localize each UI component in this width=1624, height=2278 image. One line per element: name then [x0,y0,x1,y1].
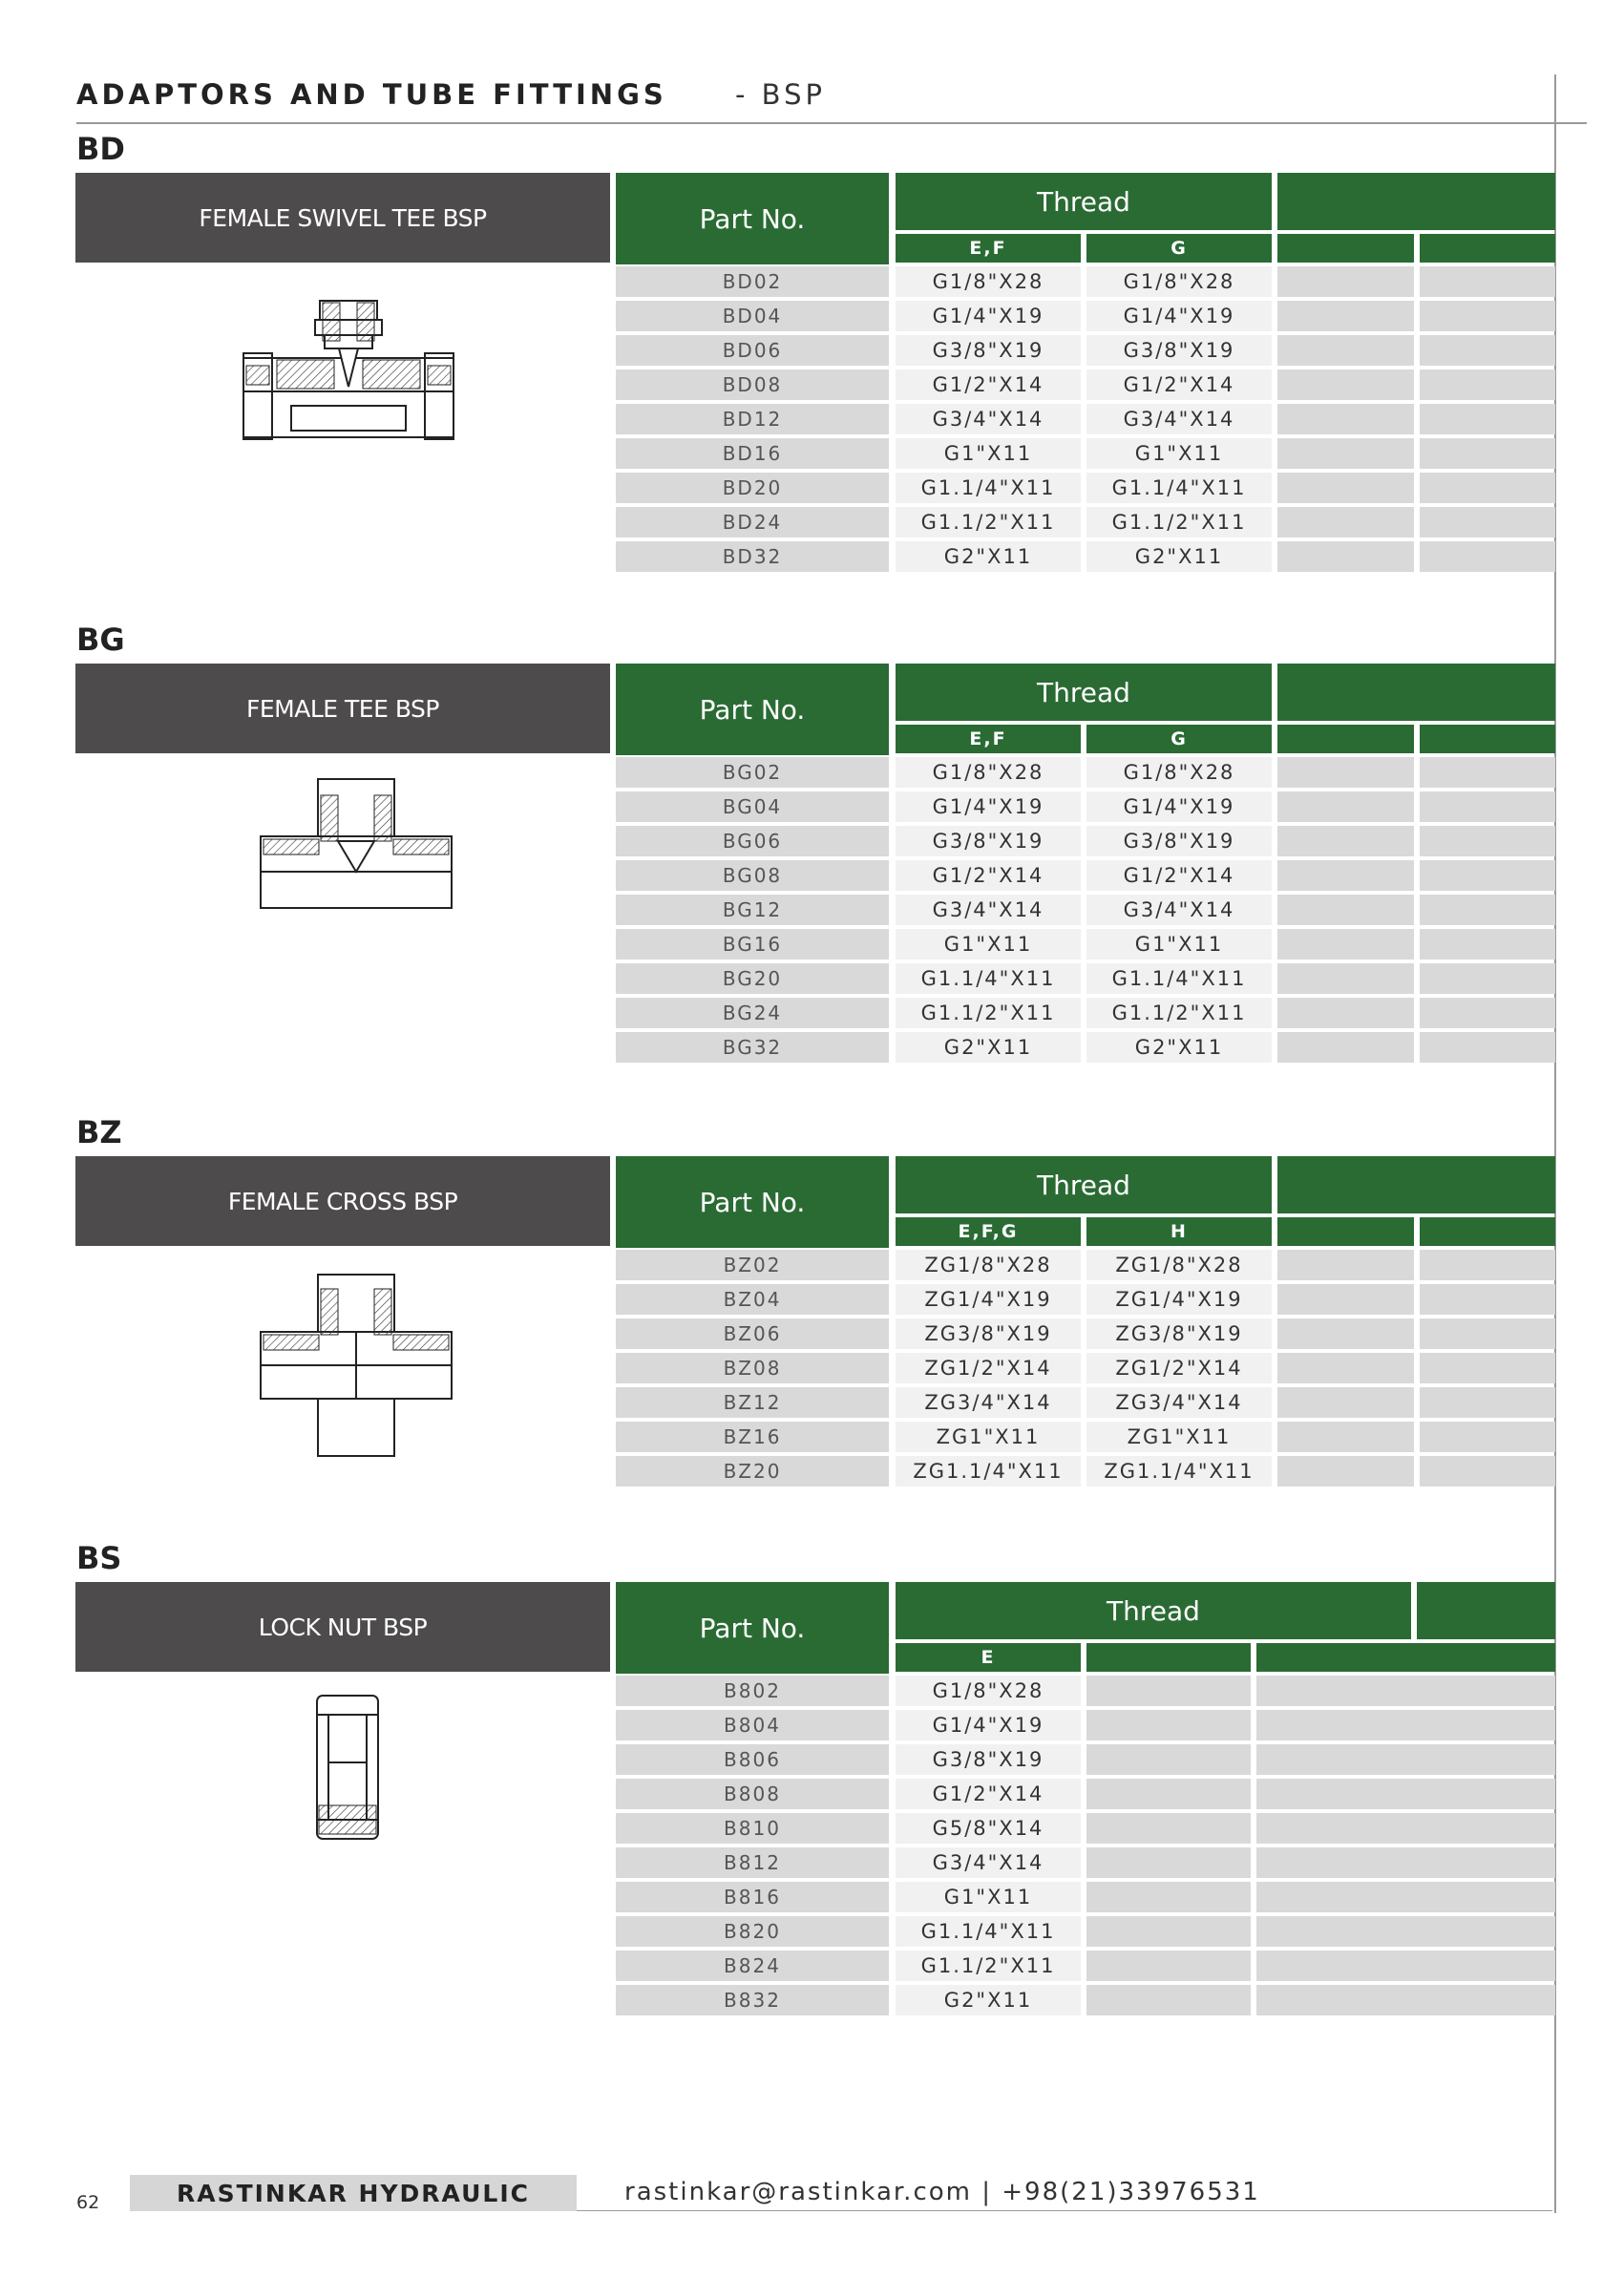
thread-subheader: E,F [896,234,1081,263]
empty-cell [1277,507,1414,538]
thread-subheader: E,F,G [896,1217,1081,1246]
empty-cell [1277,826,1414,856]
thread-value-cell: ZG1"X11 [896,1422,1081,1452]
empty-cell [1256,1813,1555,1844]
empty-cell [1086,1916,1251,1947]
empty-cell [1420,301,1555,331]
empty-cell [1420,1284,1555,1315]
thread-value-cell: ZG1"X11 [1086,1422,1272,1452]
thread-value-cell: G1.1/2"X11 [896,998,1081,1028]
empty-cell [1277,860,1414,891]
part-number-cell: BD20 [616,473,889,503]
empty-cell [1277,541,1414,572]
thread-value-cell: ZG3/8"X19 [896,1318,1081,1349]
thread-value-cell: G3/4"X14 [1086,895,1272,925]
empty-cell [1256,1710,1555,1740]
part-number-cell: B808 [616,1779,889,1809]
thread-value-cell: ZG1/8"X28 [1086,1250,1272,1280]
part-number-cell: BZ06 [616,1318,889,1349]
empty-cell [1420,1318,1555,1349]
product-name-box: LOCK NUT BSP [75,1582,610,1672]
part-number-cell: BZ04 [616,1284,889,1315]
product-name-box: FEMALE SWIVEL TEE BSP [75,173,610,263]
female-tee-drawing [256,774,456,918]
part-number-cell: BG04 [616,791,889,822]
part-number-cell: BZ02 [616,1250,889,1280]
thread-subheader: E,F [896,725,1081,753]
subheader-blank [1420,725,1555,753]
empty-cell [1277,1456,1414,1487]
thread-header: Thread [896,173,1272,230]
part-number-cell: B824 [616,1951,889,1981]
thread-value-cell: G3/8"X19 [896,826,1081,856]
subheader-blank [1420,234,1555,263]
subheader-blank [1086,1643,1251,1672]
empty-cell [1277,1387,1414,1418]
empty-cell [1277,1422,1414,1452]
thread-value-cell: G1/2"X14 [1086,860,1272,891]
empty-cell [1420,929,1555,960]
empty-cell [1420,1387,1555,1418]
thread-value-cell: G5/8"X14 [896,1813,1081,1844]
thread-value-cell: ZG3/8"X19 [1086,1318,1272,1349]
subheader-blank [1277,1217,1414,1246]
thread-value-cell: G2"X11 [896,1032,1081,1063]
thread-value-cell: G3/8"X19 [896,1744,1081,1775]
thread-header: Thread [896,1582,1411,1639]
product-drawing [239,291,458,467]
part-number-cell: BG16 [616,929,889,960]
empty-cell [1256,1985,1555,2015]
part-number-cell: BD04 [616,301,889,331]
thread-value-cell: G1.1/2"X11 [1086,998,1272,1028]
extra-header-cell [1277,1156,1555,1213]
empty-cell [1420,1353,1555,1383]
empty-cell [1420,369,1555,400]
empty-cell [1256,1744,1555,1775]
product-drawing [256,1270,456,1465]
part-number-cell: BD12 [616,404,889,434]
thread-value-cell: G1/8"X28 [1086,757,1272,788]
empty-cell [1420,1422,1555,1452]
empty-cell [1420,1032,1555,1063]
subheader-blank [1420,1217,1555,1246]
thread-value-cell: G1.1/2"X11 [896,1951,1081,1981]
thread-value-cell: G1.1/2"X11 [1086,507,1272,538]
part-number-cell: BZ16 [616,1422,889,1452]
thread-value-cell: G1.1/4"X11 [1086,963,1272,994]
empty-cell [1277,791,1414,822]
thread-value-cell: G1.1/2"X11 [896,507,1081,538]
product-drawing [309,1691,386,1847]
empty-cell [1277,929,1414,960]
empty-cell [1420,791,1555,822]
thread-value-cell: G1.1/4"X11 [896,473,1081,503]
thread-value-cell: G1/2"X14 [1086,369,1272,400]
thread-value-cell: ZG3/4"X14 [896,1387,1081,1418]
thread-subheader: H [1086,1217,1272,1246]
thread-value-cell: ZG3/4"X14 [1086,1387,1272,1418]
empty-cell [1420,541,1555,572]
empty-cell [1256,1847,1555,1878]
part-number-cell: B804 [616,1710,889,1740]
thread-value-cell: G1"X11 [896,929,1081,960]
thread-subheader-e: E [896,1643,1081,1672]
thread-value-cell: ZG1/8"X28 [896,1250,1081,1280]
part-number-cell: BG02 [616,757,889,788]
part-number-cell: BD16 [616,438,889,469]
empty-cell [1420,1250,1555,1280]
footer-contact: rastinkar@rastinkar.com | +98(21)33976531 [624,2178,1260,2206]
thread-value-cell: G2"X11 [1086,541,1272,572]
empty-cell [1086,1744,1251,1775]
thread-value-cell: G1.1/4"X11 [896,963,1081,994]
empty-cell [1420,404,1555,434]
thread-value-cell: G1/4"X19 [896,791,1081,822]
part-number-cell: BZ20 [616,1456,889,1487]
part-number-cell: BD32 [616,541,889,572]
empty-cell [1277,404,1414,434]
thread-value-cell: G3/4"X14 [1086,404,1272,434]
extra-header-cell [1417,1582,1555,1639]
thread-value-cell: G1/2"X14 [896,1779,1081,1809]
thread-value-cell: G2"X11 [896,1985,1081,2015]
footer-brand: RASTINKAR HYDRAULIC [130,2175,577,2211]
thread-value-cell: G3/8"X19 [1086,335,1272,366]
part-number-cell: B832 [616,1985,889,2015]
part-number-cell: BG32 [616,1032,889,1063]
empty-cell [1420,998,1555,1028]
thread-subheader: G [1086,234,1272,263]
empty-cell [1277,963,1414,994]
thread-value-cell: G1/4"X19 [1086,791,1272,822]
empty-cell [1277,998,1414,1028]
thread-value-cell: G3/4"X14 [896,404,1081,434]
thread-value-cell: ZG1.1/4"X11 [896,1456,1081,1487]
part-number-cell: BD06 [616,335,889,366]
thread-value-cell: ZG1/4"X19 [896,1284,1081,1315]
empty-cell [1277,335,1414,366]
empty-cell [1256,1951,1555,1981]
empty-cell [1277,1250,1414,1280]
thread-value-cell: G2"X11 [896,541,1081,572]
product-name-box: FEMALE CROSS BSP [75,1156,610,1246]
thread-value-cell: G3/8"X19 [1086,826,1272,856]
empty-cell [1086,1710,1251,1740]
page-header [76,76,1587,124]
thread-value-cell: G1.1/4"X11 [1086,473,1272,503]
lock-nut-drawing [309,1691,386,1844]
part-number-cell: BD08 [616,369,889,400]
section-code: BD [76,131,125,167]
empty-cell [1420,438,1555,469]
empty-cell [1277,895,1414,925]
thread-header: Thread [896,664,1272,721]
empty-cell [1420,507,1555,538]
part-number-cell: B806 [616,1744,889,1775]
part-number-cell: B816 [616,1882,889,1912]
empty-cell [1277,1032,1414,1063]
empty-cell [1277,1353,1414,1383]
empty-cell [1277,266,1414,297]
thread-value-cell: G1/8"X28 [896,1676,1081,1706]
female-swivel-tee-drawing [239,291,458,463]
subheader-blank [1277,234,1414,263]
empty-cell [1086,1985,1251,2015]
empty-cell [1256,1882,1555,1912]
empty-cell [1086,1813,1251,1844]
thread-value-cell: G3/8"X19 [896,335,1081,366]
thread-value-cell: ZG1.1/4"X11 [1086,1456,1272,1487]
empty-cell [1420,1456,1555,1487]
product-drawing [256,774,456,921]
empty-cell [1420,266,1555,297]
page-subtitle: - BSP [735,78,826,111]
thread-value-cell: G1/2"X14 [896,369,1081,400]
thread-value-cell: G1/8"X28 [1086,266,1272,297]
empty-cell [1277,757,1414,788]
thread-value-cell: G1"X11 [1086,929,1272,960]
section-code: BG [76,622,125,658]
thread-value-cell: G1/4"X19 [896,1710,1081,1740]
empty-cell [1277,438,1414,469]
part-number-cell: BG08 [616,860,889,891]
empty-cell [1420,473,1555,503]
empty-cell [1420,826,1555,856]
thread-value-cell: ZG1/2"X14 [896,1353,1081,1383]
subheader-blank [1256,1643,1555,1672]
empty-cell [1420,335,1555,366]
part-number-cell: BZ12 [616,1387,889,1418]
empty-cell [1420,860,1555,891]
empty-cell [1277,1284,1414,1315]
empty-cell [1086,1951,1251,1981]
part-number-cell: BG20 [616,963,889,994]
thread-value-cell: G3/4"X14 [896,1847,1081,1878]
empty-cell [1420,895,1555,925]
empty-cell [1256,1779,1555,1809]
thread-value-cell: G3/4"X14 [896,895,1081,925]
empty-cell [1086,1882,1251,1912]
empty-cell [1420,757,1555,788]
thread-value-cell: ZG1/2"X14 [1086,1353,1272,1383]
footer-rule [577,2210,1552,2211]
thread-value-cell: G1"X11 [896,1882,1081,1912]
thread-value-cell: G1/2"X14 [896,860,1081,891]
empty-cell [1086,1676,1251,1706]
part-number-cell: B810 [616,1813,889,1844]
thread-header: Thread [896,1156,1272,1213]
part-number-cell: BG12 [616,895,889,925]
part-number-cell: BZ08 [616,1353,889,1383]
subheader-blank [1277,725,1414,753]
empty-cell [1420,963,1555,994]
empty-cell [1086,1779,1251,1809]
thread-value-cell: G1/8"X28 [896,266,1081,297]
page-title: ADAPTORS AND TUBE FITTINGS [76,78,667,111]
empty-cell [1277,369,1414,400]
thread-value-cell: ZG1/4"X19 [1086,1284,1272,1315]
part-number-cell: B802 [616,1676,889,1706]
thread-value-cell: G1.1/4"X11 [896,1916,1081,1947]
extra-header-cell [1277,173,1555,230]
thread-value-cell: G1"X11 [896,438,1081,469]
part-no-header: Part No. [616,173,889,264]
page-number: 62 [76,2192,100,2213]
extra-header-cell [1277,664,1555,721]
part-number-cell: B820 [616,1916,889,1947]
empty-cell [1256,1916,1555,1947]
part-no-header: Part No. [616,664,889,755]
empty-cell [1256,1676,1555,1706]
thread-value-cell: G1/4"X19 [1086,301,1272,331]
thread-value-cell: G1/8"X28 [896,757,1081,788]
product-name-box: FEMALE TEE BSP [75,664,610,753]
part-number-cell: BD24 [616,507,889,538]
part-number-cell: B812 [616,1847,889,1878]
part-number-cell: BG24 [616,998,889,1028]
thread-subheader: G [1086,725,1272,753]
part-no-header: Part No. [616,1582,889,1674]
part-no-header: Part No. [616,1156,889,1248]
empty-cell [1277,301,1414,331]
empty-cell [1277,473,1414,503]
thread-value-cell: G2"X11 [1086,1032,1272,1063]
thread-value-cell: G1/4"X19 [896,301,1081,331]
part-number-cell: BG06 [616,826,889,856]
section-code: BZ [76,1114,122,1150]
part-number-cell: BD02 [616,266,889,297]
female-cross-drawing [256,1270,456,1461]
thread-value-cell: G1"X11 [1086,438,1272,469]
empty-cell [1086,1847,1251,1878]
empty-cell [1277,1318,1414,1349]
section-code: BS [76,1540,122,1576]
